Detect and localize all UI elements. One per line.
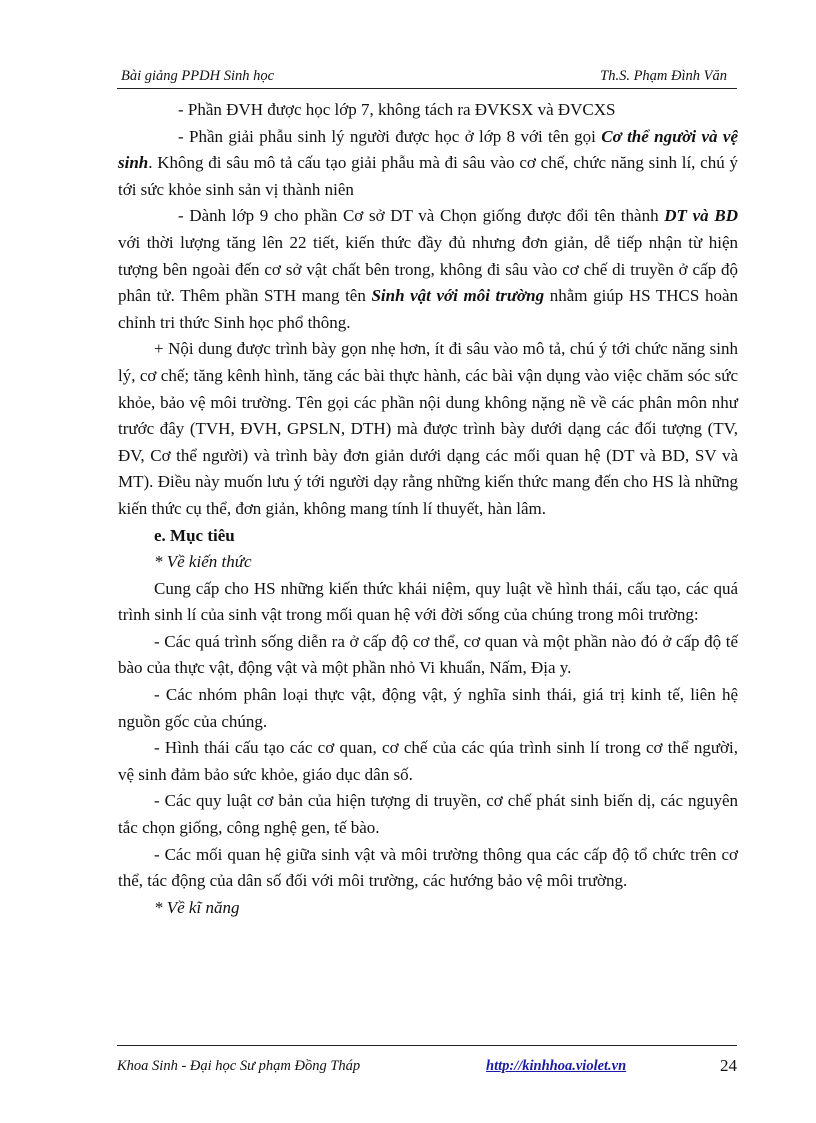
page-number: 24 (720, 1056, 737, 1075)
paragraph: + Nội dung được trình bày gọn nhẹ hơn, ít đi sâu vào mô tả, chú ý tới chức năng sinh lý, cơ chế; tăng kênh hình, tăng các bài thực hành, các bài vận dụng vào việc chăm sóc sức khỏe, bảo vệ môi trường. Tên gọi các phần nội dung không nặng nề về các phân môn như trước đây (TVH, ĐVH, GPSLN, DTH) mà được trình bày dưới dạng các đối tượng (TV, ĐV, Cơ thể người) và trình bày đơn giản dưới dạng các mối quan hệ (DT và BD, SV và MT). Điều này muốn lưu ý tới người dạy rằng những kiến thức mang đến cho HS là những kiến thức cụ thể, đơn giản, không mang tính lí thuyết, hàn lâm. (118, 339, 738, 518)
page-content (118, 97, 738, 921)
paragraph: - Phần ĐVH được học lớp 7, không tách ra ĐVKSX và ĐVCXS (178, 100, 616, 119)
header-course-title: Bài giảng PPDH Sinh học (121, 68, 275, 84)
emphasis-text: DT và BD (664, 206, 738, 226)
subsection-heading: * Về kĩ năng (154, 897, 240, 917)
page-footer (117, 1045, 737, 1075)
paragraph: Cung cấp cho HS những kiến thức khái niệm, quy luật về hình thái, cấu tạo, các quá trình sinh lí của sinh vật trong mối quan hệ với đời sống của chúng trong môi trường: (118, 578, 738, 625)
emphasis-text: Sinh vật với môi trường (371, 286, 545, 306)
emphasis-text: Cơ thể người và vệ sinh (118, 126, 739, 173)
list-item: - Các mối quan hệ giữa sinh vật và môi trường thông qua các cấp độ tổ chức trên cơ thể, tác động của dân số đối với môi trường, các hướng bảo vệ môi trường. (118, 844, 738, 891)
list-item: - Các nhóm phân loại thực vật, động vật, ý nghĩa sinh thái, giá trị kinh tế, liên hệ nguồn gốc của chúng. (118, 685, 738, 731)
list-item: - Hình thái cấu tạo các cơ quan, cơ chế của các qúa trình sinh lí trong cơ thể người, vệ sinh đảm bảo sức khỏe, giáo dục dân số. (118, 738, 738, 784)
header-author: Th.S. Phạm Đình Văn (600, 68, 727, 84)
list-item: - Các quá trình sống diễn ra ở cấp độ cơ thể, cơ quan và một phần nào đó ở cấp độ tế bào của thực vật, động vật và một phần nhỏ Vi khuẩn, Nấm, Địa y. (118, 631, 738, 678)
footer-institution: Khoa Sinh - Đại học Sư phạm Đồng Tháp (117, 1058, 361, 1074)
footer-link[interactable]: http://kinhhoa.violet.vn (486, 1058, 627, 1074)
page-header (117, 66, 737, 89)
section-heading: e. Mục tiêu (154, 525, 235, 545)
paragraph: - Phần giải phẫu sinh lý người được học ở lớp 8 với tên gọi Cơ thể người và vệ sinh. Không đi sâu mô tả cấu tạo giải phẫu mà đi sâu vào cơ chế, chức năng sinh lí, chú ý tới sức khỏe sinh sản vị thành niên (118, 126, 739, 199)
list-item: - Các quy luật cơ bản của hiện tượng di truyền, cơ chế phát sinh biến dị, các nguyên tắc chọn giống, công nghệ gen, tế bào. (118, 791, 738, 838)
subsection-heading: * Về kiến thức (154, 552, 252, 572)
paragraph: - Dành lớp 9 cho phần Cơ sở DT và Chọn giống được đổi tên thành DT và BD với thời lượng tăng lên 22 tiết, kiến thức đầy đủ nhưng đơn giản, dễ tiếp nhận từ hiện tượng bên ngoài đến cơ sở vật chất bên trong, không đi sâu vào cơ chế di truyền ở cấp độ phân tử. Thêm phần STH mang tên Sinh vật với môi trường nhằm giúp HS THCS hoàn chỉnh tri thức Sinh học phổ thông. (118, 206, 738, 332)
